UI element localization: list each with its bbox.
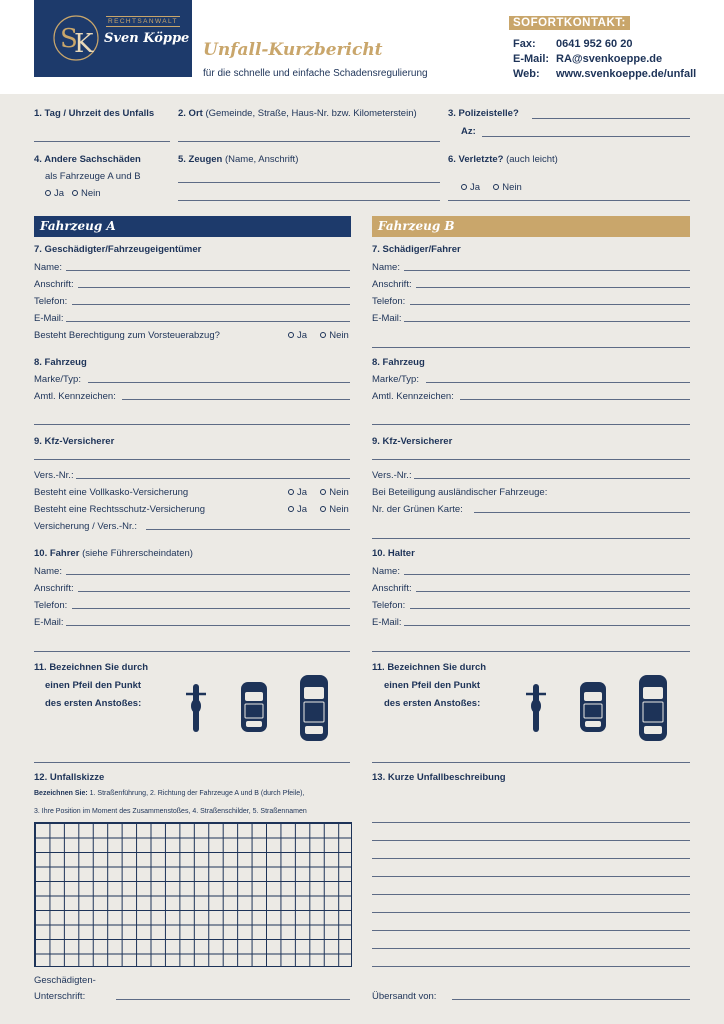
b-anschrift-label: Anschrift: [372, 279, 412, 290]
car-large-a-icon[interactable] [298, 673, 330, 743]
a-email-label: E-Mail: [34, 313, 64, 324]
b-email-label: E-Mail: [372, 313, 402, 324]
svg-text:K: K [74, 29, 94, 59]
a-anschrift-label: Anschrift: [34, 279, 74, 290]
a-section-11-line1: 11. Bezeichnen Sie durch [34, 662, 149, 673]
a-rechtsschutz-options: Ja Nein [288, 504, 349, 515]
contact-label: E-Mail: [513, 53, 550, 65]
signature-line[interactable] [116, 999, 350, 1000]
a-email-line[interactable] [66, 321, 350, 322]
b-halter-telefon-label: Telefon: [372, 600, 406, 611]
b-divider [372, 651, 690, 652]
b-halter-email-label: E-Mail: [372, 617, 402, 628]
description-line[interactable] [372, 966, 690, 967]
radio-ja[interactable] [288, 489, 294, 495]
field-5-line[interactable] [178, 200, 440, 201]
description-title: 13. Kurze Unfallbeschreibung [372, 772, 506, 783]
a-versnr-line[interactable] [76, 478, 350, 479]
description-line[interactable] [372, 912, 690, 913]
b-halter-name-line[interactable] [404, 574, 690, 575]
field-1-line[interactable] [34, 141, 170, 142]
b-halter-telefon-line[interactable] [410, 608, 690, 609]
b-versicherer-line[interactable] [372, 459, 690, 460]
radio-ja[interactable] [461, 184, 467, 190]
description-line[interactable] [372, 894, 690, 895]
car-large-b-icon[interactable] [637, 673, 669, 743]
field-4-options: Ja Nein [45, 188, 101, 199]
a-marke-line[interactable] [88, 382, 350, 383]
a-vollkasko-label: Besteht eine Vollkasko-Versicherung [34, 487, 189, 498]
b-divider [372, 538, 690, 539]
a-section-11-line2: einen Pfeil den Punkt [45, 680, 142, 691]
a-section-10: 10. Fahrer (siehe Führerscheindaten) [34, 548, 193, 559]
b-divider [372, 424, 690, 425]
b-section-11-line2: einen Pfeil den Punkt [384, 680, 481, 691]
a-rechtsschutz-label: Besteht eine Rechtsschutz-Versicherung [34, 504, 206, 515]
a-vorsteuer-label: Besteht Berechtigung zum Vorsteuerabzug? [34, 330, 220, 341]
a-section-7: 7. Geschädigter/Fahrzeugeigentümer [34, 244, 202, 255]
b-section-8: 8. Fahrzeug [372, 357, 425, 368]
page-title: Unfall-Kurzbericht [203, 40, 383, 60]
svg-text:S: S [60, 24, 78, 54]
b-gruene-label: Nr. der Grünen Karte: [372, 504, 463, 515]
field-1-label: 1. Tag / Uhrzeit des Unfalls [34, 108, 155, 119]
b-kennzeichen-line[interactable] [460, 399, 690, 400]
radio-ja[interactable] [288, 506, 294, 512]
b-versnr-line[interactable] [414, 478, 690, 479]
a-fahrer-telefon-label: Telefon: [34, 600, 68, 611]
b-section-11-line1: 11. Bezeichnen Sie durch [372, 662, 487, 673]
page-subtitle: für die schnelle und einfache Schadensregulierung [203, 68, 428, 79]
sketch-note-1: Bezeichnen Sie: 1. Straßenführung, 2. Richtung der Fahrzeuge A und B (durch Pfeile), [34, 790, 305, 797]
signature-label-2: Unterschrift: [34, 991, 86, 1002]
sent-by-label: Übersandt von: [372, 991, 437, 1002]
field-4-label: 4. Andere Sachschäden [34, 154, 141, 165]
a-versnr-label: Vers.-Nr.: [34, 470, 74, 481]
a-divider [34, 424, 350, 425]
radio-nein[interactable] [493, 184, 499, 190]
contact-value[interactable]: www.svenkoeppe.de/unfall [556, 68, 697, 80]
a-versicherung-line[interactable] [146, 529, 350, 530]
b-halter-anschrift-label: Anschrift: [372, 583, 412, 594]
logo-subtitle: RECHTSANWALT [108, 18, 178, 25]
b-divider [372, 347, 690, 348]
a-divider [34, 762, 350, 763]
b-divider [372, 762, 690, 763]
b-name-label: Name: [372, 262, 400, 273]
description-line[interactable] [372, 876, 690, 877]
a-fahrer-telefon-line[interactable] [72, 608, 350, 609]
radio-nein[interactable] [320, 489, 326, 495]
field-5-line[interactable] [178, 182, 440, 183]
header [0, 0, 724, 94]
b-section-11-line3: des ersten Anstoßes: [384, 698, 481, 709]
radio-ja[interactable] [288, 332, 294, 338]
field-2-line[interactable] [178, 141, 440, 142]
field-5-label: 5. Zeugen (Name, Anschrift) [178, 154, 299, 165]
contact-label: Fax: [513, 38, 536, 50]
b-telefon-line[interactable] [410, 304, 690, 305]
field-3-az-line[interactable] [482, 136, 690, 137]
field-6-line[interactable] [448, 200, 690, 201]
vehicle-b-header: Fahrzeug B [372, 216, 690, 237]
sk-monogram-icon [52, 14, 100, 62]
radio-nein[interactable] [72, 190, 78, 196]
b-telefon-label: Telefon: [372, 296, 406, 307]
motorcycle-a-icon[interactable] [186, 682, 206, 734]
a-telefon-line[interactable] [72, 304, 350, 305]
a-kennzeichen-label: Amtl. Kennzeichen: [34, 391, 116, 402]
field-6-label: 6. Verletzte? (auch leicht) [448, 154, 558, 165]
a-section-9: 9. Kfz-Versicherer [34, 436, 115, 447]
b-anschrift-line[interactable] [416, 287, 690, 288]
a-kennzeichen-line[interactable] [122, 399, 350, 400]
description-line[interactable] [372, 822, 690, 823]
a-divider [34, 651, 350, 652]
a-name-line[interactable] [66, 270, 350, 271]
contact-label: Web: [513, 68, 540, 80]
sent-by-line[interactable] [452, 999, 690, 1000]
a-fahrer-name-line[interactable] [66, 574, 350, 575]
a-versicherer-line[interactable] [34, 459, 350, 460]
b-halter-name-label: Name: [372, 566, 400, 577]
field-3-line[interactable] [532, 118, 690, 119]
signature-label-1: Geschädigten- [34, 975, 96, 986]
contact-value[interactable]: RA@svenkoeppe.de [556, 53, 663, 65]
field-2-label: 2. Ort (Gemeinde, Straße, Haus-Nr. bzw. Kilometerstein) [178, 108, 417, 119]
contact-title: SOFORTKONTAKT: [509, 16, 630, 30]
b-marke-line[interactable] [426, 382, 690, 383]
car-small-b-icon[interactable] [578, 680, 608, 734]
description-line[interactable] [372, 930, 690, 931]
a-name-label: Name: [34, 262, 62, 273]
field-6-options: Ja Nein [461, 182, 522, 193]
car-small-a-icon[interactable] [239, 680, 269, 734]
vehicle-a-header: Fahrzeug A [34, 216, 351, 237]
b-name-line[interactable] [404, 270, 690, 271]
b-kennzeichen-label: Amtl. Kennzeichen: [372, 391, 454, 402]
b-section-7: 7. Schädiger/Fahrer [372, 244, 461, 255]
radio-nein[interactable] [320, 332, 326, 338]
description-line[interactable] [372, 858, 690, 859]
b-halter-anschrift-line[interactable] [416, 591, 690, 592]
radio-ja[interactable] [45, 190, 51, 196]
b-section-10: 10. Halter [372, 548, 415, 559]
b-marke-label: Marke/Typ: [372, 374, 419, 385]
description-line[interactable] [372, 840, 690, 841]
a-fahrer-anschrift-line[interactable] [78, 591, 350, 592]
b-gruene-line[interactable] [474, 512, 690, 513]
b-versnr-label: Vers.-Nr.: [372, 470, 412, 481]
b-auslaendisch-label: Bei Beteiligung ausländischer Fahrzeuge: [372, 487, 548, 498]
field-4-note: als Fahrzeuge A und B [45, 171, 141, 182]
a-fahrer-anschrift-label: Anschrift: [34, 583, 74, 594]
a-fahrer-name-label: Name: [34, 566, 62, 577]
logo-name: Sven Köppe [104, 31, 190, 46]
field-3-az-label: Az: [461, 126, 476, 137]
a-section-8: 8. Fahrzeug [34, 357, 87, 368]
b-halter-email-line[interactable] [404, 625, 690, 626]
description-line[interactable] [372, 948, 690, 949]
radio-nein[interactable] [320, 506, 326, 512]
motorcycle-b-icon[interactable] [526, 682, 546, 734]
field-3-label: 3. Polizeistelle? [448, 108, 519, 119]
b-section-9: 9. Kfz-Versicherer [372, 436, 453, 447]
a-section-11-line3: des ersten Anstoßes: [45, 698, 142, 709]
a-vorsteuer-options: Ja Nein [288, 330, 349, 341]
b-email-line[interactable] [404, 321, 690, 322]
a-marke-label: Marke/Typ: [34, 374, 81, 385]
a-fahrer-email-label: E-Mail: [34, 617, 64, 628]
contact-value: 0641 952 60 20 [556, 38, 633, 50]
logo [34, 0, 192, 77]
sketch-note-2: 3. Ihre Position im Moment des Zusammenstoßes, 4. Straßenschilder, 5. Straßennamen [34, 808, 307, 815]
a-anschrift-line[interactable] [78, 287, 350, 288]
a-versicherung-label: Versicherung / Vers.-Nr.: [34, 521, 137, 532]
a-telefon-label: Telefon: [34, 296, 68, 307]
a-fahrer-email-line[interactable] [66, 625, 350, 626]
a-vollkasko-options: Ja Nein [288, 487, 349, 498]
sketch-grid[interactable] [34, 822, 352, 967]
sketch-title: 12. Unfallskizze [34, 772, 105, 783]
